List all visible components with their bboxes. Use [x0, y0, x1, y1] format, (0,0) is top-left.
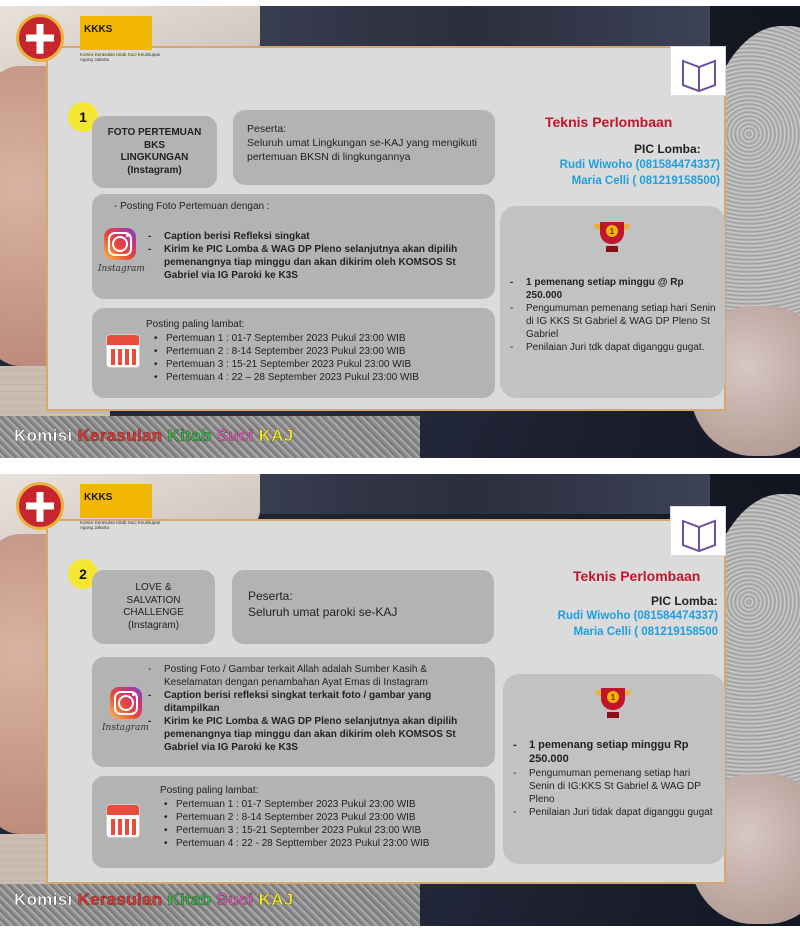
section-title: Teknis Perlombaan — [573, 568, 701, 584]
item-number: 2 — [68, 559, 98, 589]
posting-box — [92, 657, 495, 767]
calendar-icon — [106, 804, 140, 838]
list-item: • Pertemuan 2 : 8-14 September 2023 Pukul 23:00 WIB — [152, 345, 492, 358]
list-item: - Penilaian Juri tidak dapat diganggu gugat — [511, 806, 717, 819]
deadline-list — [162, 798, 472, 850]
list-item: - Pengumuman pemenang setiap hari Senin di IG:KKS St Gabriel & WAG DP Pleno — [511, 767, 717, 806]
deadline-label: Posting paling lambat: — [146, 319, 245, 330]
participants-label: Peserta: — [247, 123, 287, 135]
title-platform: (Instagram) — [127, 619, 180, 631]
svg-text:1: 1 — [609, 227, 615, 236]
posting-heading: - Posting Foto Pertemuan dengan : — [114, 201, 270, 212]
footer-word: Suci — [216, 890, 254, 909]
list-item: - Penilaian Juri tdk dapat diganggu gugat. — [508, 341, 718, 354]
list-item: • Pertemuan 3 : 15-21 September 2023 Pukul 23:00 WIB — [162, 824, 472, 837]
prize-main: - 1 pemenang setiap minggu Rp 250.000 — [511, 738, 717, 767]
list-item: - Caption berisi Refleksi singkat — [146, 230, 486, 243]
prize-box — [500, 206, 725, 398]
deadline-list — [152, 332, 492, 384]
posting-list — [146, 230, 486, 282]
trophy-icon — [592, 218, 632, 254]
list-item: • Pertemuan 3 : 15-21 September 2023 Pukul 23:00 WIB — [152, 358, 492, 371]
footer-word: KAJ — [258, 426, 294, 445]
section-title: Teknis Perlombaan — [545, 114, 673, 130]
parish-logo-icon — [16, 14, 64, 62]
prize-box — [503, 674, 725, 864]
footer-word: Suci — [216, 426, 254, 445]
footer-word: Kerasulan — [77, 890, 163, 909]
pic-label: PIC Lomba: — [634, 142, 701, 156]
pic-contact: Rudi Wiwoho (081584474337) — [557, 610, 718, 622]
background-texture — [230, 474, 710, 514]
slide-2 — [0, 474, 800, 926]
prize-main: - 1 pemenang setiap minggu @ Rp 250.000 — [508, 276, 718, 302]
posting-list — [146, 663, 486, 754]
prize-list — [508, 276, 718, 354]
deadline-box — [92, 308, 495, 398]
title-line: SALVATION — [126, 594, 181, 606]
participants-box — [233, 110, 495, 185]
participants-text: Seluruh umat Lingkungan se-KAJ yang mengikuti pertemuan BKSN di lingkungannya — [247, 137, 477, 164]
participants-text: Seluruh umat paroki se-KAJ — [248, 605, 398, 620]
instagram-wordmark: Instagram — [102, 723, 149, 733]
list-item: • Pertemuan 4 : 22 – 28 September 2023 Pukul 23:00 WIB — [152, 371, 492, 384]
participants-box — [232, 570, 494, 644]
calendar-icon — [106, 334, 140, 368]
footer-word: KAJ — [258, 890, 294, 909]
footer-word: Komisi — [14, 890, 73, 909]
kkks-logo-text: KKKS — [84, 492, 113, 503]
posting-box — [92, 194, 495, 299]
kkks-logo-subtitle: Komisi Kerasulan Kitab Suci Keuskupan Agung Jakarta — [80, 520, 161, 531]
list-item: • Pertemuan 1 : 01-7 September 2023 Pukul 23:00 WIB — [162, 798, 472, 811]
prize-list — [511, 738, 717, 819]
list-item: • Pertemuan 2 : 8-14 September 2023 Pukul 23:00 WIB — [162, 811, 472, 824]
bksn-logo-icon — [670, 46, 726, 96]
title-line: BKS — [143, 139, 166, 151]
title-line: LOVE & — [135, 582, 172, 593]
footer-title — [14, 890, 294, 910]
title-platform: (Instagram) — [127, 164, 182, 176]
list-item: - Pengumuman pemenang setiap hari Senin di IG KKS St Gabriel & WAG DP Pleno St Gabriel — [508, 302, 718, 341]
title-line: FOTO PERTEMUAN — [107, 127, 202, 138]
pic-contact: Maria Celli ( 081219158500) — [571, 175, 720, 187]
list-item: • Pertemuan 1 : 01-7 September 2023 Pukul 23:00 WIB — [152, 332, 492, 345]
title-line: LINGKUNGAN — [120, 152, 189, 163]
deadline-label: Posting paling lambat: — [160, 785, 259, 796]
pic-label: PIC Lomba: — [651, 594, 718, 608]
list-item: - Posting Foto / Gambar terkait Allah adalah Sumber Kasih & Keselamatan dengan penambahan Ayat Emas di Instagram — [146, 663, 486, 689]
deadline-box — [92, 776, 495, 868]
slide-1 — [0, 6, 800, 458]
footer-title — [14, 426, 294, 446]
participants-label: Peserta: — [248, 589, 293, 603]
pic-contact: Rudi Wiwoho (081584474337) — [559, 159, 720, 171]
title-line: CHALLENGE — [123, 607, 184, 618]
svg-text:1: 1 — [610, 693, 616, 702]
kkks-logo-text: KKKS — [84, 24, 113, 35]
item-number: 1 — [68, 102, 98, 132]
footer-word: Kerasulan — [77, 426, 163, 445]
kkks-logo-subtitle: Komisi Kerasulan Kitab Suci Keuskupan Agung Jakarta — [80, 52, 161, 63]
parish-logo-icon — [16, 482, 64, 530]
pic-contact: Maria Celli ( 081219158500 — [573, 626, 718, 638]
footer-word: Komisi — [14, 426, 73, 445]
trophy-icon — [593, 684, 633, 720]
footer-word: Kitab — [167, 426, 212, 445]
instagram-icon — [104, 228, 136, 260]
list-item: - Kirim ke PIC Lomba & WAG DP Pleno selanjutnya akan dipilih pemenangnya tiap minggu dan akan dikirim oleh KOMSOS St Gabriel via IG Paroki ke K3S — [146, 715, 486, 754]
list-item: - Caption berisi refleksi singkat terkait foto / gambar yang ditampilkan — [146, 689, 486, 715]
competition-title-box — [92, 570, 215, 644]
list-item: • Pertemuan 4 : 22 - 28 Septtember 2023 Pukul 23:00 WIB — [162, 837, 472, 850]
instagram-icon — [110, 687, 142, 719]
list-item: - Kirim ke PIC Lomba & WAG DP Pleno selanjutnya akan dipilih pemenangnya tiap minggu dan akan dikirim oleh KOMSOS St Gabriel via IG Paroki ke K3S — [146, 243, 486, 282]
instagram-wordmark: Instagram — [98, 264, 145, 274]
background-texture — [230, 6, 710, 46]
footer-word: Kitab — [167, 890, 212, 909]
bksn-logo-icon — [670, 506, 726, 556]
competition-title-box — [92, 116, 217, 188]
